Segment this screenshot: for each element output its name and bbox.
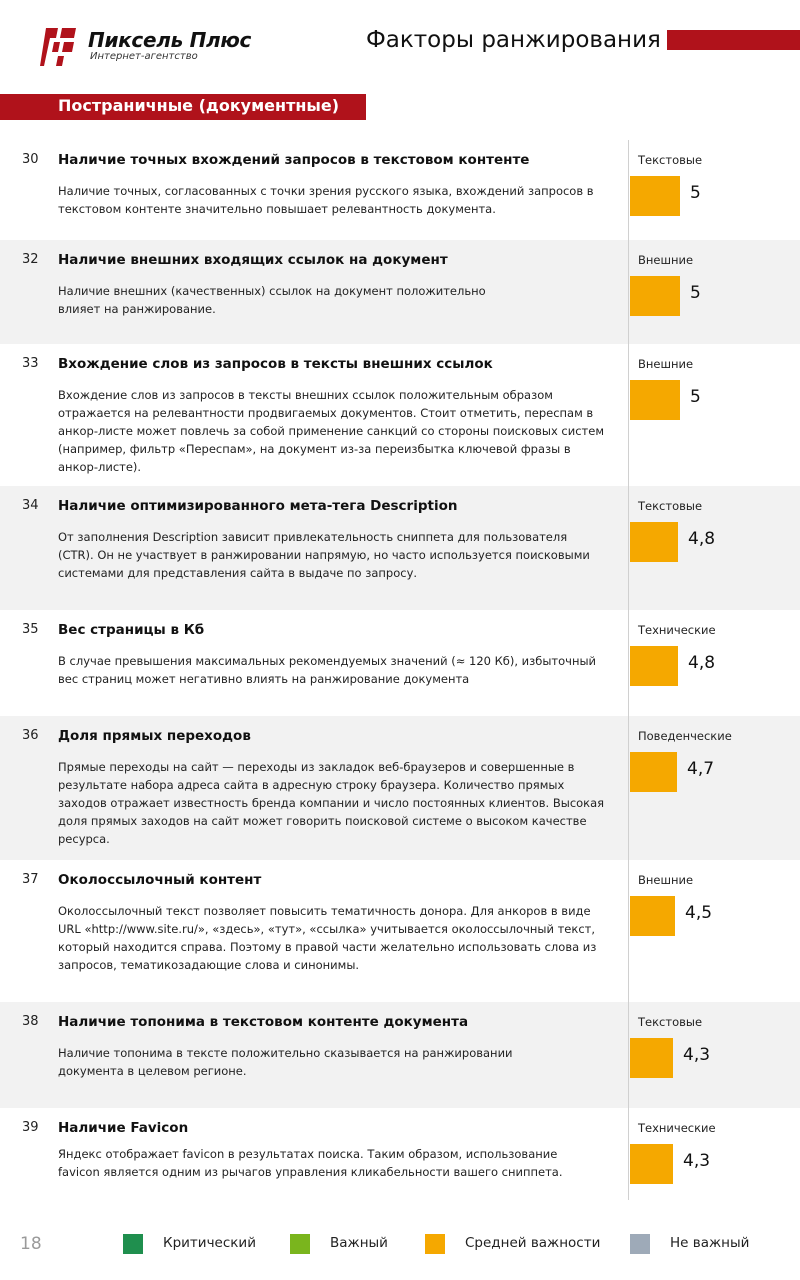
score-bar: [630, 380, 680, 420]
legend-swatch: [630, 1234, 650, 1254]
factor-description: Наличие точных, согласованных с точки зрения русского языка, вхождений запросов в текстовом контенте значительно повышает релевантность документа.: [58, 184, 594, 216]
column-divider: [628, 610, 629, 716]
page-footer: [0, 1228, 800, 1260]
legend-label: Важный: [330, 1235, 388, 1251]
factor-title: Вес страницы в Кб: [58, 622, 205, 638]
factor-number: 35: [22, 622, 39, 637]
factor-row: [0, 716, 800, 860]
factor-category: Текстовые: [638, 153, 703, 167]
factor-score: 4,8: [688, 529, 716, 549]
page-header: [0, 0, 800, 90]
factor-title: Наличие точных вхождений запросов в текстовом контенте: [58, 152, 530, 168]
column-divider: [628, 860, 629, 1002]
factor-category: Технические: [638, 1121, 716, 1135]
factor-number: 32: [22, 252, 39, 267]
logo-icon: [40, 28, 76, 66]
factor-description: Вхождение слов из запросов в тексты внешних ссылок положительным образом отражается на релевантности продвигаемых документов. Стоит отметить, переспам в анкор-листе может повлечь за собой применение санкций со стороны поисковых систем (например, фильтр «Переспам», на документ из-за переизбытка ключевой фразы в анкор-листе).: [58, 388, 605, 474]
factor-description: Наличие внешних (качественных) ссылок на документ положительно влияет на ранжирование.: [58, 284, 486, 316]
factor-score: 5: [690, 183, 701, 203]
score-bar: [630, 276, 680, 316]
factor-row: [0, 610, 800, 716]
legend-label: Средней важности: [465, 1235, 601, 1251]
legend-swatch: [290, 1234, 310, 1254]
factor-score: 5: [690, 387, 701, 407]
factor-title: Околоссылочный контент: [58, 872, 262, 888]
factor-description: От заполнения Description зависит привлекательность сниппета для пользователя (CTR). Он не участвует в ранжировании напрямую, но часто используется поисковыми системами для представления сайта в выдаче по запросу.: [58, 530, 590, 580]
factor-number: 36: [22, 728, 39, 743]
factor-list: [0, 140, 800, 1200]
factor-category: Поведенческие: [638, 729, 732, 743]
factor-description: Околоссылочный текст позволяет повысить тематичность донора. Для анкоров в виде URL «http://www.site.ru/», «здесь», «тут», «ссылка» учитывается околоссылочный текст, который находится справа. Поэтому в правой части желательно использовать слова из запросов, тематикозадающие слова и синонимы.: [58, 904, 597, 972]
factor-category: Внешние: [638, 253, 694, 267]
score-bar: [630, 1144, 673, 1184]
factor-row: [0, 860, 800, 1002]
factor-description: Наличие топонима в тексте положительно сказывается на ранжировании документа в целевом регионе.: [58, 1046, 513, 1078]
column-divider: [628, 1108, 629, 1200]
column-divider: [628, 240, 629, 344]
factor-number: 38: [22, 1014, 39, 1029]
factor-description: Яндекс отображает favicon в результатах поиска. Таким образом, использование favicon является одним из рычагов управления кликабельности вашего сниппета.: [58, 1147, 563, 1179]
factor-number: 34: [22, 498, 39, 513]
score-bar: [630, 896, 675, 936]
factor-description: Прямые переходы на сайт — переходы из закладок веб-браузеров и совершенные в результате набора адреса сайта в адресную строку браузера. Количество прямых заходов отражает известность бренда компании и число постоянных клиентов. Высокая доля прямых заходов на сайт может говорить поисковой системе о высоком качестве ресурса.: [58, 760, 605, 846]
page-title: Факторы ранжирования: [366, 27, 661, 53]
company-subtitle: Интернет-агентство: [90, 51, 198, 62]
score-bar: [630, 1038, 673, 1078]
factor-description: В случае превышения максимальных рекомендуемых значений (≈ 120 Кб), избыточный вес страниц может негативно влиять на ранжирование документа: [58, 654, 597, 686]
column-divider: [628, 1002, 629, 1108]
factor-category: Внешние: [638, 357, 694, 371]
section-band: [0, 94, 366, 120]
company-name: Пиксель Плюс: [88, 28, 252, 52]
factor-score: 5: [690, 283, 701, 303]
score-bar: [630, 646, 678, 686]
factor-row: [0, 486, 800, 610]
legend-swatch: [425, 1234, 445, 1254]
page-number: 18: [20, 1234, 42, 1254]
score-bar: [630, 522, 678, 562]
factor-row: [0, 140, 800, 240]
factor-number: 37: [22, 872, 39, 887]
factor-score: 4,8: [688, 653, 716, 673]
column-divider: [628, 140, 629, 240]
factor-number: 30: [22, 152, 39, 167]
factor-score: 4,3: [683, 1151, 711, 1171]
factor-title: Наличие внешних входящих ссылок на документ: [58, 252, 448, 268]
factor-title: Вхождение слов из запросов в тексты внешних ссылок: [58, 356, 493, 372]
factor-title: Наличие Favicon: [58, 1120, 189, 1136]
factor-score: 4,5: [685, 903, 713, 923]
score-bar: [630, 176, 680, 216]
factor-score: 4,7: [687, 759, 715, 779]
title-accent-bar: [667, 30, 800, 50]
factor-category: Технические: [638, 623, 716, 637]
factor-score: 4,3: [683, 1045, 711, 1065]
factor-row: [0, 344, 800, 486]
factor-number: 33: [22, 356, 39, 371]
legend-swatch: [123, 1234, 143, 1254]
factor-number: 39: [22, 1120, 39, 1135]
factor-title: Наличие оптимизированного мета-тега Description: [58, 498, 458, 514]
column-divider: [628, 344, 629, 486]
legend-label: Не важный: [670, 1235, 750, 1251]
factor-title: Наличие топонима в текстовом контенте документа: [58, 1014, 469, 1030]
factor-category: Внешние: [638, 873, 694, 887]
factor-category: Текстовые: [638, 1015, 703, 1029]
legend-label: Критический: [163, 1235, 256, 1251]
factor-row: [0, 240, 800, 344]
factor-category: Текстовые: [638, 499, 703, 513]
section-label: Постраничные (документные): [58, 96, 340, 115]
factor-row: [0, 1002, 800, 1108]
column-divider: [628, 486, 629, 610]
column-divider: [628, 716, 629, 860]
factor-row: [0, 1108, 800, 1200]
factor-title: Доля прямых переходов: [58, 728, 251, 744]
score-bar: [630, 752, 677, 792]
